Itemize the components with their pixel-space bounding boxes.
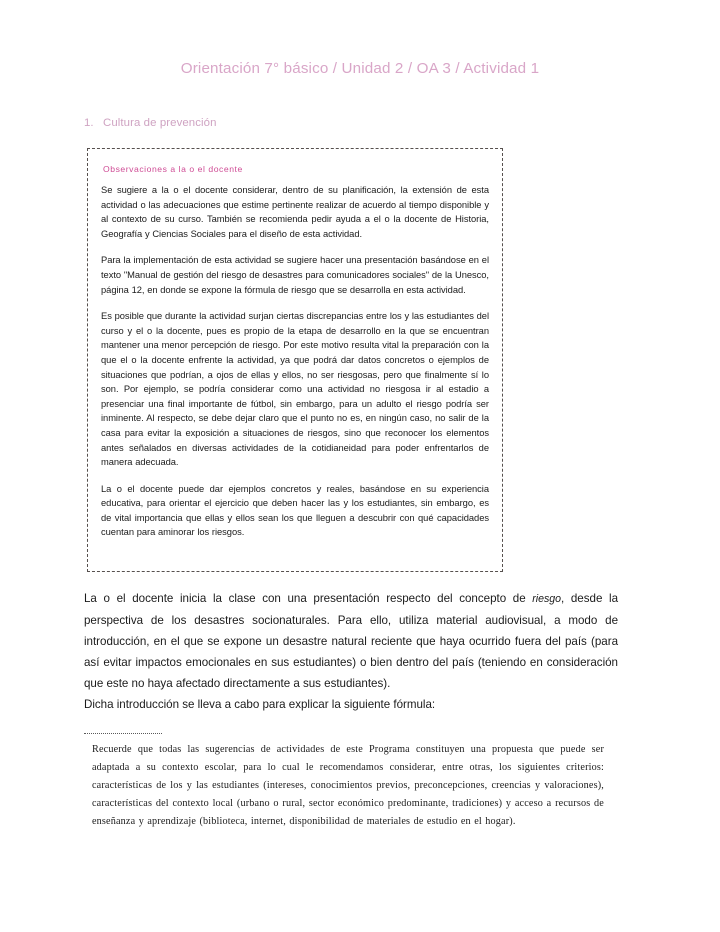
observation-paragraph: Se sugiere a la o el docente considerar, dentro de su planificación, la extensión de esta actividad o las adecuaciones que estime pertinente realizar de acuerdo al tiempo disponible y al contexto de su curso. También se recomienda pedir ayuda a el o la docente de Historia, Geografía y Ciencias Sociales para el diseño de esta actividad. bbox=[101, 185, 489, 239]
section-heading bbox=[84, 117, 217, 129]
observation-box bbox=[87, 148, 503, 572]
section-label: Cultura de prevención bbox=[103, 117, 217, 129]
observation-paragraph: Para la implementación de esta actividad se sugiere hacer una presentación basándose en el texto "Manual de gestión del riesgo de desastres para comunicadores sociales" de la Unesco, página 12, en donde se expone la fórmula de riesgo que se desarrolla en esta actividad. bbox=[101, 255, 489, 295]
page-title: Orientación 7° básico / Unidad 2 / OA 3 / Actividad 1 bbox=[180, 60, 540, 77]
body-text-part-1: La o el docente inicia la clase con una presentación respecto del concepto de bbox=[84, 592, 533, 605]
footnote-body: Recuerde que todas las sugerencias de actividades de este Programa constituyen una propuesta que puede ser adaptada a su contexto escolar, para lo cual le recomendamos considerar, entre otras, los siguientes criterios: características de los y las estudiantes (intereses, conocimientos previos, preconcepciones, creencias y valoraciones), características del contexto local (urbano o rural, sector económico predominante, tradiciones) y acceso a recursos de enseñanza y aprendizaje (biblioteca, internet, disponibilidad de materiales de estudio en el hogar). bbox=[92, 744, 604, 828]
body-last-line: Dicha introducción se lleva a cabo para explicar la siguiente fórmula: bbox=[84, 698, 436, 712]
footnote-separator bbox=[84, 733, 162, 734]
section-number: 1. bbox=[84, 117, 94, 129]
body-paragraph bbox=[84, 588, 618, 716]
body-text-part-2: , desde la perspectiva de los desastres socionaturales. Para ello, utiliza material audiovisual, a modo de introducción, en el que se expone un desastre natural reciente que haya ocurrido fuera del país (para así evitar impactos emocionales en sus estudiantes) o bien dentro del país (teniendo en consideración que este no haya afectado directamente a sus estudiantes). bbox=[84, 592, 619, 691]
footnote-text bbox=[92, 741, 604, 831]
observation-paragraph: Es posible que durante la actividad surjan ciertas discrepancias entre los y las estudiantes del curso y el o la docente, pues es propio de la etapa de desarrollo en la que se encuentran mantener una menor percepción de riesgo. Por este motivo resulta vital la preparación con la que el o la docente enfrente la actividad, ya que podrá dar datos concretos o ejemplos de situaciones que podrían, a ojos de ellas y ellos, no ser riesgosas, pero que finalmente sí lo son. Por ejemplo, se podría considerar como una actividad no riesgosa ir al estadio a presenciar una final importante de fútbol, sin embargo, para un adulto el riesgo podría ser inminente. Al respecto, se debe dejar claro que el punto no es, en ningún caso, no salir de la casa para evitar la exposición a situaciones de riesgos, sino que reconocer los elementos antes señalados en diversas actividades de la cotidianeidad para poder enfrentarlos de manera adecuada. bbox=[101, 311, 489, 468]
observation-box-title: Observaciones a la o el docente bbox=[103, 164, 243, 174]
body-italic-term: riesgo bbox=[532, 593, 562, 605]
observation-paragraph: La o el docente puede dar ejemplos concretos y reales, basándose en su experiencia educativa, para orientar el ejercicio que deben hacer las y los estudiantes, sin embargo, es de vital importancia que ellas y ellos sean los que lleguen a descubrir con qué capacidades cuentan para aminorar los riesgos. bbox=[101, 483, 489, 538]
